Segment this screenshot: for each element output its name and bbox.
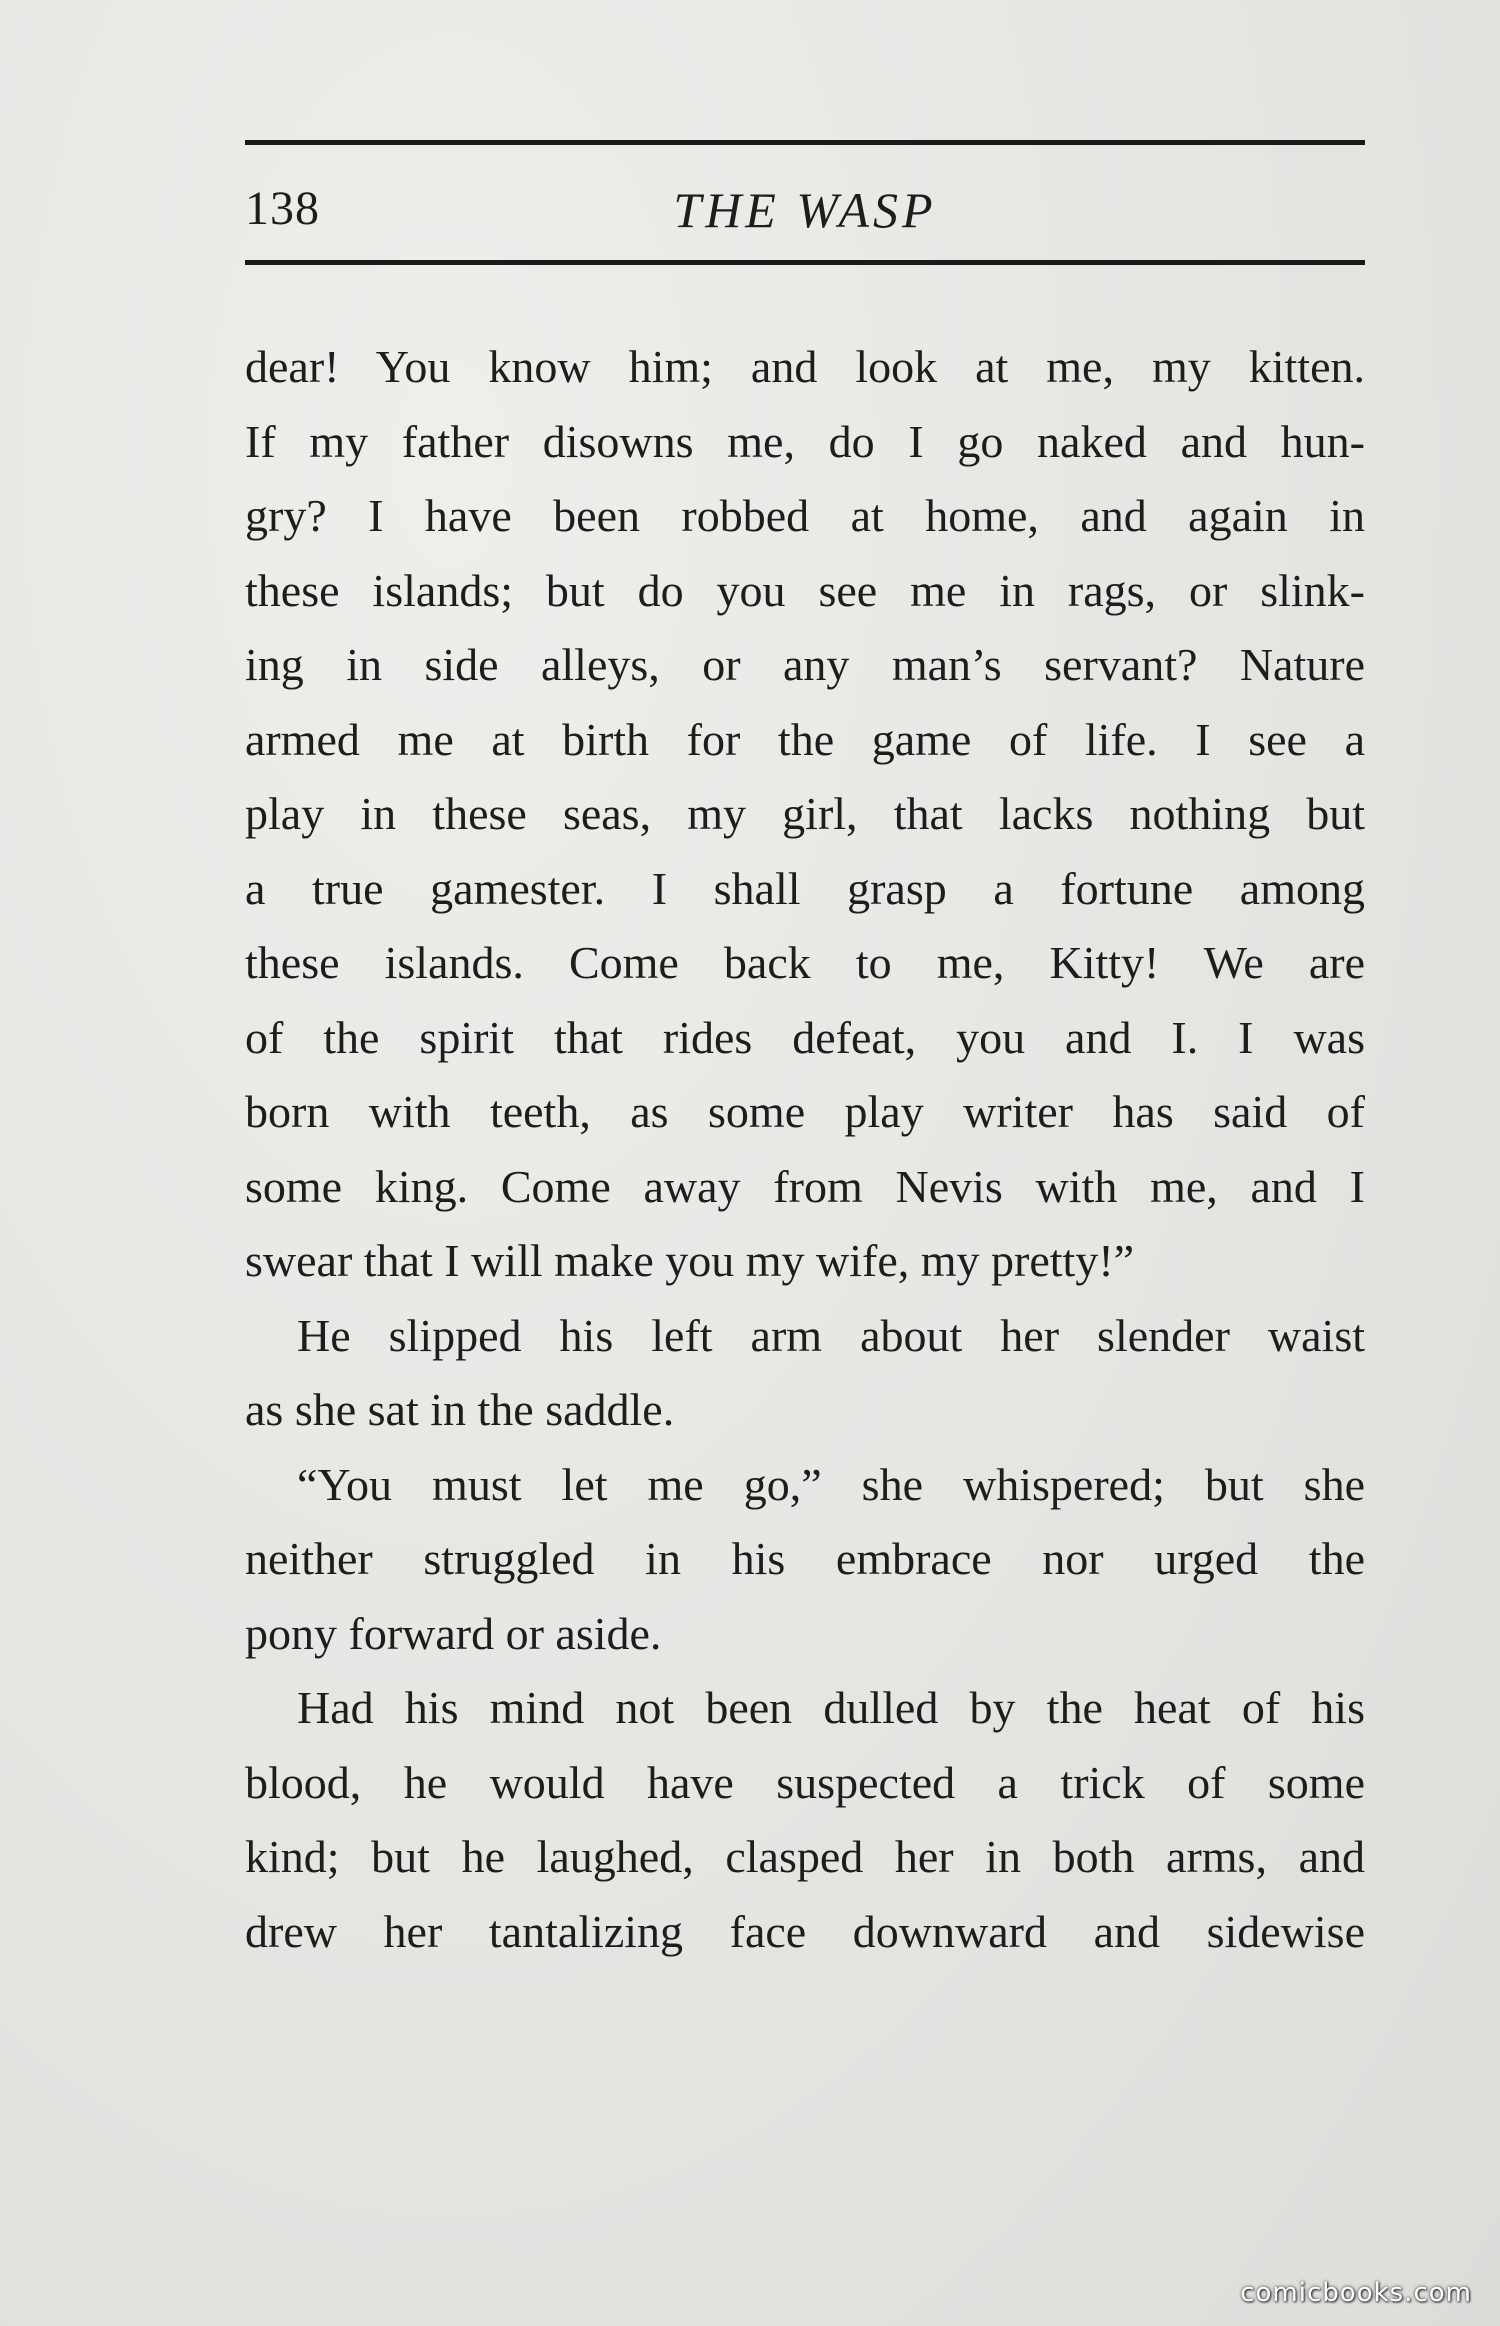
text-line: ing in side alleys, or any man’s servant? Nature (245, 639, 1365, 690)
text-line: drew her tantalizing face downward and sidewise (245, 1905, 1365, 1957)
text-line: these islands. Come back to me, Kitty! We are (245, 937, 1365, 988)
text-line: play in these seas, my girl, that lacks nothing but (245, 788, 1365, 839)
page-header (245, 145, 1365, 260)
text-line: a true gamester. I shall grasp a fortune among (245, 862, 1365, 914)
running-head: THE WASP (673, 182, 937, 238)
text-line: swear that I will make you my wife, my pretty!” (245, 1235, 1135, 1286)
book-page (245, 140, 1365, 1969)
text-line: born with teeth, as some play writer has said of (245, 1086, 1365, 1137)
text-line: pony forward or aside. (245, 1607, 662, 1659)
text-line: as she sat in the saddle. (245, 1384, 675, 1435)
text-line: some king. Come away from Nevis with me, and I (245, 1160, 1365, 1212)
text-line: He slipped his left arm about her slender waist (297, 1309, 1365, 1361)
text-line: kind; but he laughed, clasped her in both arms, and (245, 1831, 1365, 1882)
text-line: “You must let me go,” she whispered; but she (297, 1458, 1365, 1510)
text-line: neither struggled in his embrace nor urged the (245, 1533, 1365, 1584)
text-line: dear! You know him; and look at me, my kitten. (245, 341, 1365, 392)
header-bottom-rule (245, 260, 1365, 265)
text-line: blood, he would have suspected a trick of some (245, 1756, 1365, 1808)
page-number: 138 (245, 182, 320, 235)
text-line: of the spirit that rides defeat, you and I. I was (245, 1011, 1365, 1063)
text-line: armed me at birth for the game of life. I see a (245, 713, 1365, 765)
body-text (245, 330, 1365, 1969)
text-line: gry? I have been robbed at home, and again in (245, 490, 1365, 541)
text-line: these islands; but do you see me in rags, or slink- (245, 564, 1365, 616)
watermark: comicbooks.com (1240, 2278, 1472, 2308)
text-line: If my father disowns me, do I go naked and hun- (245, 415, 1365, 467)
text-line: Had his mind not been dulled by the heat of his (297, 1682, 1365, 1733)
